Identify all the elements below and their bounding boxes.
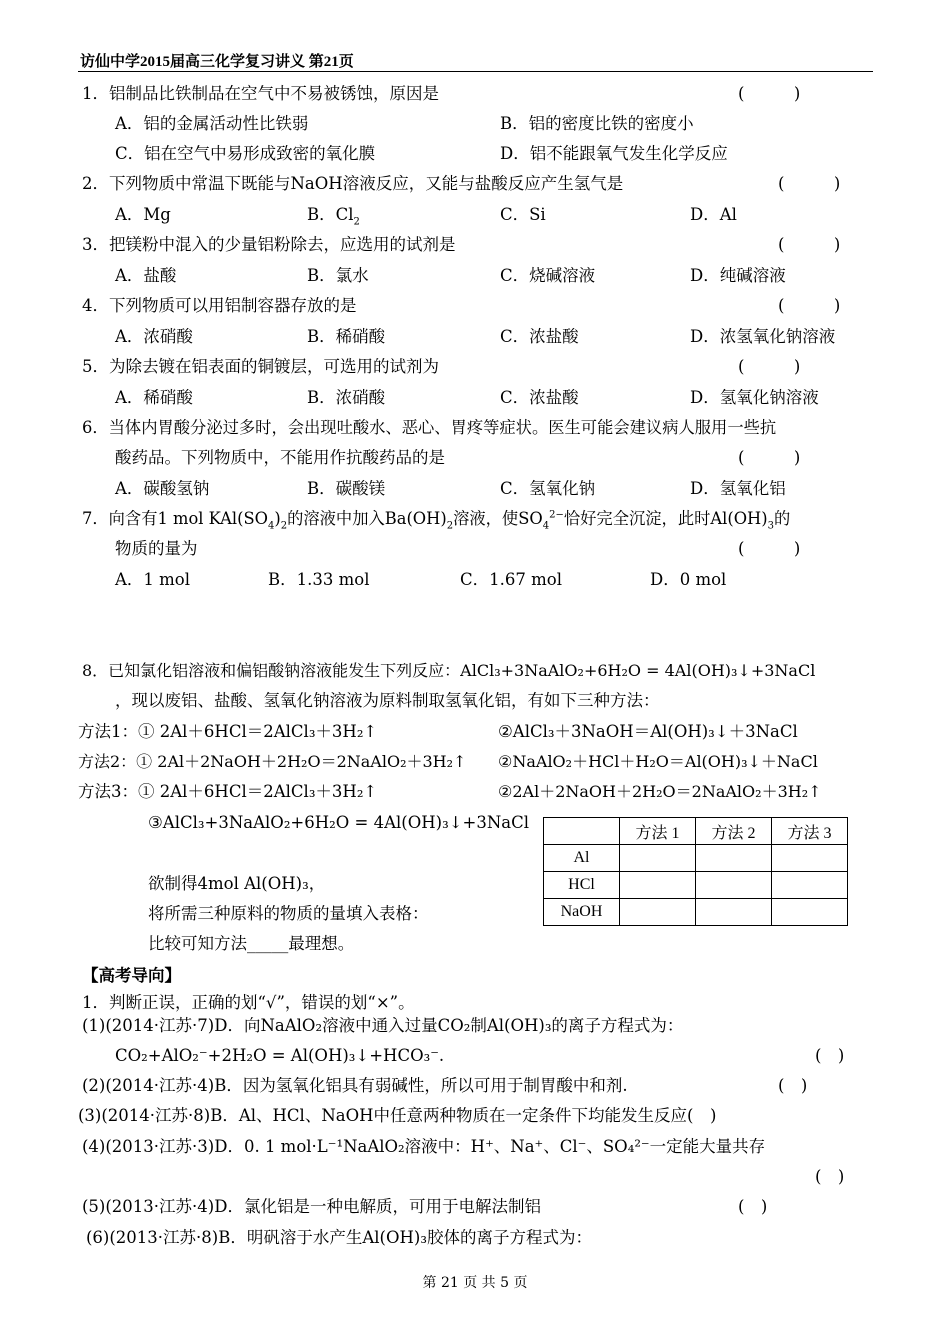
gaokao-item-5-blank[interactable]: ( ) <box>738 1197 768 1216</box>
gaokao-heading: 【高考导向】 <box>82 966 181 985</box>
q4-option-a: A．浓硝酸 <box>115 327 193 346</box>
q7-option-d: D．0 mol <box>650 570 727 589</box>
gaokao-item-5: (5)(2013·江苏·4)D．氯化铝是一种电解质，可用于电解法制铝 <box>82 1197 541 1216</box>
q1-answer-blank[interactable]: ( ) <box>738 84 801 103</box>
q5-option-a: A．稀硝酸 <box>115 388 193 407</box>
q4-answer-blank[interactable]: ( ) <box>778 296 841 315</box>
q3-option-d: D．纯碱溶液 <box>690 266 786 285</box>
q2-option-d: D．Al <box>690 205 737 224</box>
q8-stem-line2: ，现以废铝、盐酸、氢氧化钠溶液为原料制取氢氧化铝，有如下三种方法： <box>115 691 660 710</box>
table-header-method1: 方法 1 <box>620 818 696 845</box>
q2-answer-blank[interactable]: ( ) <box>778 174 841 193</box>
q1-option-b: B．铝的密度比铁的密度小 <box>500 114 694 133</box>
table-header-method3: 方法 3 <box>772 818 848 845</box>
gaokao-item-1: (1)(2014·江苏·7)D．向NaAlO₂溶液中通入过量CO₂制Al(OH)₃的离子方程式为： <box>82 1016 684 1035</box>
table-row <box>544 899 848 926</box>
q3-stem: 3．把镁粉中混入的少量铝粉除去，应选用的试剂是 <box>82 235 456 254</box>
q8-target-text: 欲制得4mol Al(OH)₃， <box>148 874 326 893</box>
page-footer: 第 21 页 共 5 页 <box>422 1275 528 1291</box>
gaokao-item-1-blank[interactable]: ( ) <box>815 1046 845 1065</box>
answer-cell[interactable] <box>772 845 848 872</box>
q1-option-d: D．铝不能跟氧气发生化学反应 <box>500 144 728 163</box>
q5-option-b: B．浓硝酸 <box>307 388 386 407</box>
q6-option-d: D．氢氧化铝 <box>690 479 786 498</box>
q6-stem-line1: 6．当体内胃酸分泌过多时，会出现吐酸水、恶心、胃疼等症状。医生可能会建议病人服用一些抗 <box>82 418 777 437</box>
q3-option-c: C．烧碱溶液 <box>500 266 596 285</box>
q3-option-a: A．盐酸 <box>115 266 177 285</box>
row-label-hcl: HCl <box>544 872 620 899</box>
q1-option-a: A．铝的金属活动性比铁弱 <box>115 114 309 133</box>
answer-cell[interactable] <box>620 872 696 899</box>
q1-option-c: C．铝在空气中易形成致密的氧化膜 <box>115 144 376 163</box>
q6-option-b: B．碳酸镁 <box>307 479 386 498</box>
q2-option-c: C．Si <box>500 205 546 224</box>
q8-method3-step2: ②2Al＋2NaOH＋2H₂O＝2NaAlO₂＋3H₂↑ <box>498 782 822 801</box>
q8-compare-blank[interactable]: 比较可知方法_____最理想。 <box>148 934 355 953</box>
header-rule <box>78 71 873 72</box>
table-corner-cell <box>544 818 620 845</box>
q7-stem-line2: 物质的量为 <box>115 539 198 558</box>
gaokao-intro: 1．判断正误，正确的划“√”，错误的划“×”。 <box>82 993 415 1012</box>
q4-option-c: C．浓盐酸 <box>500 327 579 346</box>
gaokao-item-6: (6)(2013·江苏·8)B．明矾溶于水产生Al(OH)₃胶体的离子方程式为： <box>86 1228 592 1247</box>
q1-stem: 1．铝制品比铁制品在空气中不易被锈蚀，原因是 <box>82 84 439 103</box>
answer-cell[interactable] <box>620 899 696 926</box>
q2-stem: 2．下列物质中常温下既能与NaOH溶液反应，又能与盐酸反应产生氢气是 <box>82 174 624 193</box>
q8-stem-line1: 8．已知氯化铝溶液和偏铝酸钠溶液能发生下列反应：AlCl₃+3NaAlO₂+6H₂O = 4Al(OH)₃↓+3NaCl <box>82 661 816 680</box>
q5-option-d: D．氢氧化钠溶液 <box>690 388 819 407</box>
q6-answer-blank[interactable]: ( ) <box>738 448 801 467</box>
gaokao-item-1-equation: CO₂+AlO₂⁻+2H₂O = Al(OH)₃↓+HCO₃⁻. <box>115 1046 445 1065</box>
q8-method3-step1: 方法3：① 2Al＋6HCl＝2AlCl₃＋3H₂↑ <box>78 782 378 801</box>
q4-option-b: B．稀硝酸 <box>307 327 386 346</box>
q5-answer-blank[interactable]: ( ) <box>738 357 801 376</box>
answer-cell[interactable] <box>772 872 848 899</box>
table-header-row <box>544 818 848 845</box>
table-header-method2: 方法 2 <box>696 818 772 845</box>
q7-answer-blank[interactable]: ( ) <box>738 539 801 558</box>
page-header: 访仙中学2015届高三化学复习讲义 第21页 <box>80 54 354 70</box>
table-row <box>544 872 848 899</box>
answer-cell[interactable] <box>772 899 848 926</box>
q8-method2-step2: ②NaAlO₂＋HCl＋H₂O＝Al(OH)₃↓＋NaCl <box>498 752 818 771</box>
q4-stem: 4．下列物质可以用铝制容器存放的是 <box>82 296 357 315</box>
q3-answer-blank[interactable]: ( ) <box>778 235 841 254</box>
gaokao-item-4-blank[interactable]: ( ) <box>815 1167 845 1186</box>
q8-method1-step1: 方法1：① 2Al＋6HCl＝2AlCl₃＋3H₂↑ <box>78 722 378 741</box>
q7-option-b: B．1.33 mol <box>268 570 370 589</box>
q8-answer-table <box>543 817 848 926</box>
q6-option-a: A．碳酸氢钠 <box>115 479 210 498</box>
gaokao-item-4: (4)(2013·江苏·3)D．0. 1 mol·L⁻¹NaAlO₂溶液中：H⁺、Na⁺、Cl⁻、SO₄²⁻一定能大量共存 <box>82 1137 766 1156</box>
q6-option-c: C．氢氧化钠 <box>500 479 596 498</box>
q4-option-d: D．浓氢氧化钠溶液 <box>690 327 836 346</box>
q3-option-b: B．氯水 <box>307 266 369 285</box>
gaokao-item-2-blank[interactable]: ( ) <box>778 1076 808 1095</box>
table-row <box>544 845 848 872</box>
row-label-naoh: NaOH <box>544 899 620 926</box>
answer-cell[interactable] <box>696 899 772 926</box>
gaokao-item-3: (3)(2014·江苏·8)B．Al、HCl、NaOH中任意两种物质在一定条件下均能发生反应( ) <box>78 1106 717 1125</box>
q8-fill-instruction: 将所需三种原料的物质的量填入表格： <box>148 904 429 923</box>
q6-stem-line2: 酸药品。下列物质中，不能用作抗酸药品的是 <box>115 448 445 467</box>
q2-option-b: B．$Cl_2$ <box>307 205 360 228</box>
q8-method2-step1: 方法2：① 2Al＋2NaOH＋2H₂O＝2NaAlO₂＋3H₂↑ <box>78 752 467 771</box>
q2-option-a: A．Mg <box>115 205 171 224</box>
q5-option-c: C．浓盐酸 <box>500 388 579 407</box>
q7-stem-line1: 7．向含有1 mol $KAl(SO_4)_2$的溶液中加入$Ba(OH)_2$溶液，使$SO_4^{2-}$恰好完全沉淀，此时$Al(OH)_3$的 <box>82 509 791 532</box>
gaokao-item-2: (2)(2014·江苏·4)B．因为氢氧化铝具有弱碱性，所以可用于制胃酸中和剂. <box>82 1076 628 1095</box>
q7-option-c: C．1.67 mol <box>460 570 562 589</box>
answer-cell[interactable] <box>696 872 772 899</box>
q8-method3-step3: ③AlCl₃+3NaAlO₂+6H₂O = 4Al(OH)₃↓+3NaCl <box>148 813 530 832</box>
q8-method1-step2: ②AlCl₃＋3NaOH＝Al(OH)₃↓＋3NaCl <box>498 722 798 741</box>
answer-cell[interactable] <box>696 845 772 872</box>
q5-stem: 5．为除去镀在铝表面的铜镀层，可选用的试剂为 <box>82 357 439 376</box>
q7-option-a: A．1 mol <box>115 570 191 589</box>
row-label-al: Al <box>544 845 620 872</box>
answer-cell[interactable] <box>620 845 696 872</box>
